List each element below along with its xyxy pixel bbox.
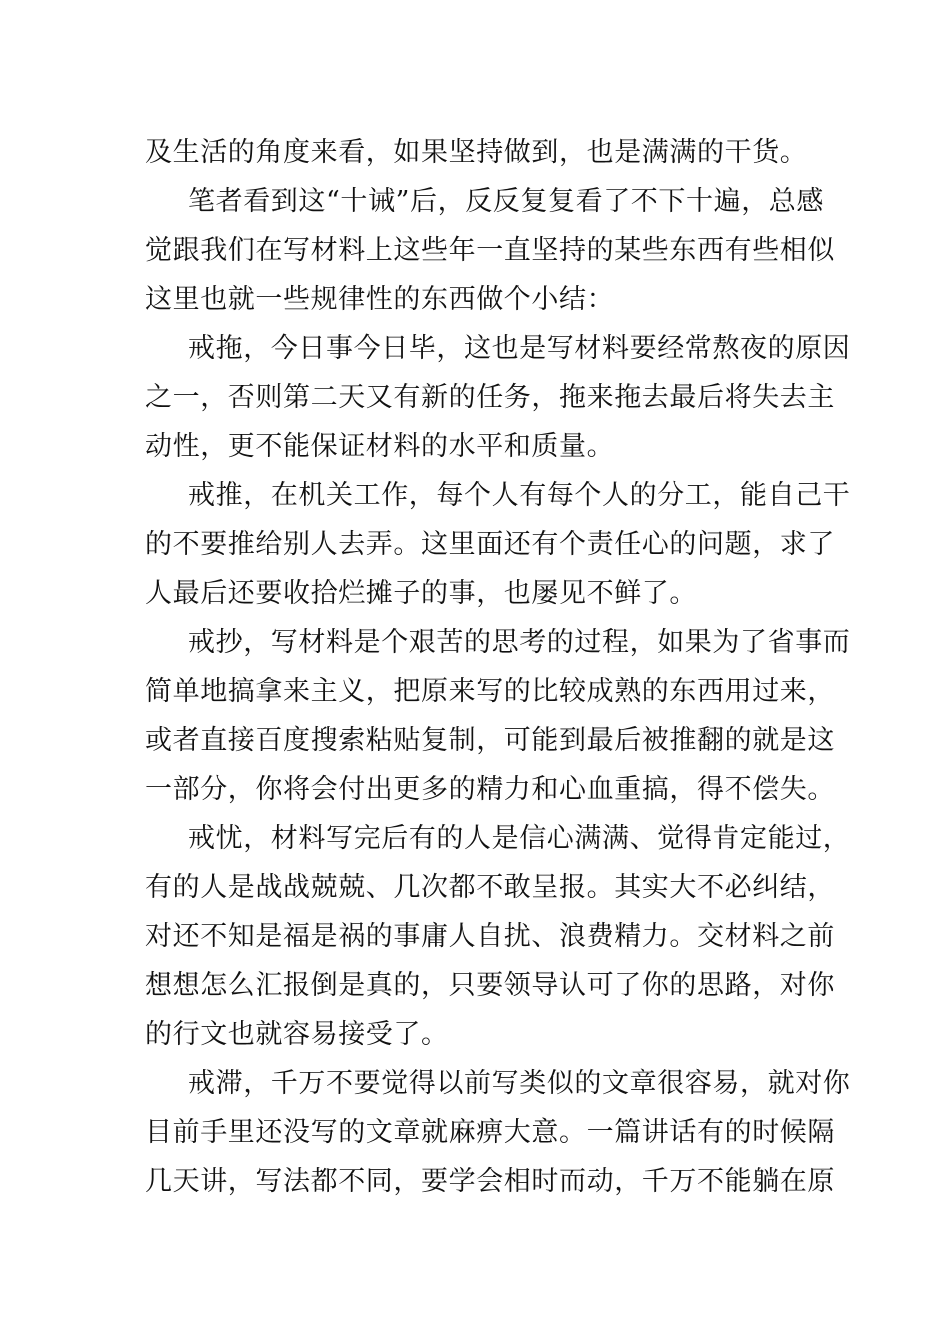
text-line: 戒推，在机关工作，每个人有每个人的分工，能自己干 (188, 480, 851, 511)
text-line: 戒滞，千万不要觉得以前写类似的文章很容易，就对你 (188, 1068, 851, 1099)
text-line: 目前手里还没写的文章就麻痹大意。一篇讲话有的时候隔 (145, 1117, 835, 1148)
text-line: 这里也就一些规律性的东西做个小结： (145, 284, 615, 315)
text-line: 对还不知是福是祸的事庸人自扰、浪费精力。交材料之前 (145, 921, 835, 952)
text-line: 几天讲，写法都不同，要学会相时而动，千万不能躺在原 (145, 1166, 835, 1197)
text-line: 戒忧，材料写完后有的人是信心满满、觉得肯定能过， (188, 823, 851, 854)
text-line: 之一，否则第二天又有新的任务，拖来拖去最后将失去主 (145, 382, 835, 413)
text-line: 戒拖，今日事今日毕，这也是写材料要经常熬夜的原因 (188, 333, 851, 364)
text-line: 笔者看到这“十诫”后，反反复复看了不下十遍，总感 (188, 186, 825, 217)
body-text (145, 128, 851, 1206)
text-line: 的行文也就容易接受了。 (145, 1019, 449, 1050)
text-line: 或者直接百度搜索粘贴复制，可能到最后被推翻的就是这 (145, 725, 835, 756)
text-line: 动性，更不能保证材料的水平和质量。 (145, 431, 615, 462)
text-line: 戒抄，写材料是个艰苦的思考的过程，如果为了省事而 (188, 627, 851, 658)
text-line: 有的人是战战兢兢、几次都不敢呈报。其实大不必纠结， (145, 872, 835, 903)
text-line: 简单地搞拿来主义，把原来写的比较成熟的东西用过来， (145, 676, 835, 707)
text-line: 想想怎么汇报倒是真的，只要领导认可了你的思路，对你 (145, 970, 835, 1001)
text-line: 觉跟我们在写材料上这些年一直坚持的某些东西有些相似 (145, 235, 835, 266)
text-line: 的不要推给别人去弄。这里面还有个责任心的问题，求了 (145, 529, 835, 560)
text-line: 一部分，你将会付出更多的精力和心血重搞，得不偿失。 (145, 774, 835, 805)
text-line: 及生活的角度来看，如果坚持做到，也是满满的干货。 (145, 137, 808, 168)
text-line: 人最后还要收拾烂摊子的事，也屡见不鲜了。 (145, 578, 697, 609)
